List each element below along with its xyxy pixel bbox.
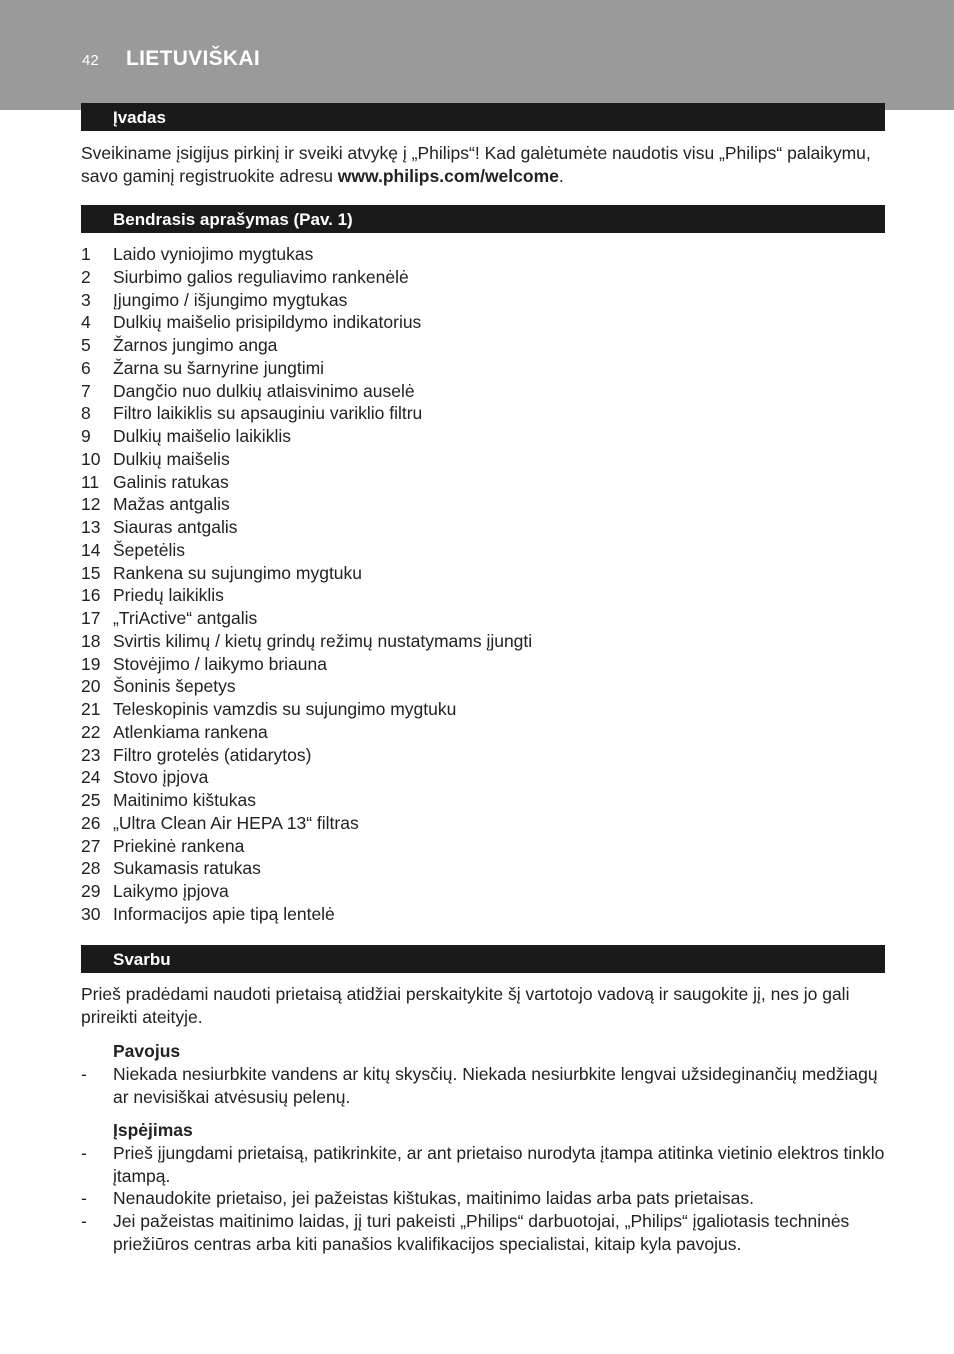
list-item-number: 21 bbox=[81, 699, 101, 719]
list-item bbox=[81, 493, 532, 516]
list-item-label: Svirtis kilimų / kietų grindų režimų nustatymams įjungti bbox=[113, 630, 533, 651]
list-item bbox=[81, 471, 532, 494]
welcome-link[interactable]: www.philips.com/welcome bbox=[337, 165, 559, 186]
list-item bbox=[81, 880, 532, 903]
page-number: 42 bbox=[82, 52, 99, 69]
list-item-number: 9 bbox=[81, 426, 91, 446]
list-item-label: Stovo įpjova bbox=[113, 767, 209, 788]
list-item-number: 26 bbox=[81, 812, 101, 833]
list-item bbox=[81, 562, 532, 585]
list-item-number: 20 bbox=[81, 676, 101, 697]
danger-item-text: Niekada nesiurbkite vandens ar kitų skysčių. Niekada nesiurbkite lengvai užsideginančių medžiagų ar nevisiškai atvėsusių pelenų. bbox=[113, 1064, 878, 1107]
parts-list bbox=[81, 243, 532, 926]
list-item bbox=[81, 402, 532, 425]
section-heading-important: Svarbu bbox=[81, 945, 885, 973]
list-item-number: 28 bbox=[81, 858, 101, 879]
list-item bbox=[81, 812, 532, 835]
intro-text: Sveikiname įsigijus pirkinį ir sveiki atvykę į „Philips“! Kad galėtumėte naudotis visu „Philips“ palaikymu, savo gaminį registruokite adresu bbox=[81, 143, 871, 186]
list-item-label: Maitinimo kištukas bbox=[113, 790, 256, 810]
list-item-number: 13 bbox=[81, 517, 101, 537]
list-item-label: Siauras antgalis bbox=[113, 517, 238, 537]
danger-item bbox=[81, 1063, 887, 1108]
list-item-label: Filtro grotelės (atidarytos) bbox=[113, 744, 312, 765]
list-item-label: Žarna su šarnyrine jungtimi bbox=[113, 357, 325, 378]
list-item bbox=[81, 334, 532, 357]
list-item-label: Rankena su sujungimo mygtuku bbox=[113, 562, 363, 583]
list-item-number: 8 bbox=[81, 403, 91, 424]
list-item bbox=[81, 903, 532, 926]
list-item-label: Šoninis šepetys bbox=[113, 676, 236, 697]
list-item-number: 12 bbox=[81, 494, 101, 515]
list-item-number: 24 bbox=[81, 767, 101, 788]
warning-item-text: Nenaudokite prietaiso, jei pažeistas kištukas, maitinimo laidas arba pats prietaisas. bbox=[113, 1188, 755, 1208]
list-item bbox=[81, 539, 532, 562]
list-item-number: 5 bbox=[81, 335, 91, 355]
list-item-label: Siurbimo galios reguliavimo rankenėlė bbox=[113, 266, 409, 287]
list-item-label: Stovėjimo / laikymo briauna bbox=[113, 653, 327, 674]
bullet-dash: - bbox=[81, 1143, 87, 1163]
list-item-number: 30 bbox=[81, 903, 101, 924]
list-item-label: Dulkių maišelio laikiklis bbox=[113, 426, 291, 446]
list-item bbox=[81, 835, 532, 858]
list-item bbox=[81, 675, 532, 698]
warning-heading: Įspėjimas bbox=[113, 1120, 193, 1140]
list-item bbox=[81, 266, 532, 289]
list-item bbox=[81, 653, 532, 676]
warning-item-text: Jei pažeistas maitinimo laidas, jį turi pakeisti „Philips“ darbuotojai, „Philips“ įgaliotasis techninės priežiūros centras arba kiti panašios kvalifikacijos specialistai, kitaip kyla pavojus. bbox=[113, 1211, 850, 1254]
list-item bbox=[81, 766, 532, 789]
list-item bbox=[81, 448, 532, 471]
list-item-number: 11 bbox=[81, 471, 100, 492]
warning-item bbox=[81, 1210, 887, 1255]
list-item bbox=[81, 357, 532, 380]
list-item bbox=[81, 744, 532, 767]
list-item-number: 1 bbox=[81, 244, 91, 264]
list-item-number: 27 bbox=[81, 835, 101, 856]
list-item bbox=[81, 857, 532, 880]
list-item-number: 23 bbox=[81, 744, 101, 765]
list-item-label: Priekinė rankena bbox=[113, 835, 245, 856]
list-item-label: Galinis ratukas bbox=[113, 471, 229, 492]
list-item-label: Priedų laikiklis bbox=[113, 585, 224, 606]
list-item-label: Sukamasis ratukas bbox=[113, 858, 261, 879]
list-item bbox=[81, 607, 532, 630]
section-heading-overview: Bendrasis aprašymas (Pav. 1) bbox=[81, 205, 885, 233]
list-item bbox=[81, 630, 532, 653]
list-item-label: Mažas antgalis bbox=[113, 494, 230, 515]
list-item-label: „Ultra Clean Air HEPA 13“ filtras bbox=[113, 812, 359, 833]
list-item-number: 29 bbox=[81, 881, 101, 901]
warning-item bbox=[81, 1142, 887, 1187]
bullet-dash: - bbox=[81, 1188, 87, 1208]
list-item-label: Dulkių maišelis bbox=[113, 448, 230, 469]
bullet-dash: - bbox=[81, 1211, 87, 1231]
list-item-label: Šepetėlis bbox=[113, 539, 185, 560]
list-item-number: 7 bbox=[81, 380, 91, 401]
list-item-number: 4 bbox=[81, 312, 91, 333]
list-item bbox=[81, 698, 532, 721]
list-item bbox=[81, 243, 532, 266]
list-item-label: Dangčio nuo dulkių atlaisvinimo auselė bbox=[113, 380, 415, 401]
list-item-label: Atlenkiama rankena bbox=[113, 721, 268, 742]
list-item bbox=[81, 425, 532, 448]
list-item-label: Dulkių maišelio prisipildymo indikatorius bbox=[113, 312, 422, 333]
page-header-bar bbox=[0, 0, 954, 110]
list-item bbox=[81, 721, 532, 744]
list-item-label: „TriActive“ antgalis bbox=[113, 608, 258, 628]
list-item-label: Įjungimo / išjungimo mygtukas bbox=[113, 289, 348, 310]
list-item-label: Informacijos apie tipą lentelė bbox=[113, 903, 335, 924]
bullet-dash: - bbox=[81, 1064, 87, 1084]
list-item bbox=[81, 289, 532, 312]
language-title: LIETUVIŠKAI bbox=[126, 47, 260, 70]
list-item-label: Laikymo įpjova bbox=[113, 881, 229, 901]
list-item-label: Žarnos jungimo anga bbox=[113, 335, 278, 355]
list-item-label: Teleskopinis vamzdis su sujungimo mygtuku bbox=[113, 699, 457, 719]
warning-item-text: Prieš įjungdami prietaisą, patikrinkite, ar ant prietaiso nurodyta įtampa atitinka vietinio elektros tinklo įtampą. bbox=[113, 1143, 885, 1186]
list-item-number: 10 bbox=[81, 448, 101, 469]
list-item bbox=[81, 380, 532, 403]
list-item-number: 2 bbox=[81, 266, 91, 287]
list-item-label: Filtro laikiklis su apsauginiu variklio filtru bbox=[113, 403, 423, 424]
list-item-number: 3 bbox=[81, 289, 91, 310]
list-item bbox=[81, 516, 532, 539]
list-item-number: 19 bbox=[81, 653, 101, 674]
section-heading-intro: Įvadas bbox=[81, 103, 885, 131]
list-item bbox=[81, 789, 532, 812]
intro-text-end: . bbox=[558, 165, 564, 186]
intro-paragraph bbox=[81, 142, 887, 187]
list-item-number: 17 bbox=[81, 608, 101, 628]
danger-heading: Pavojus bbox=[113, 1041, 181, 1061]
list-item bbox=[81, 311, 532, 334]
list-item-label: Laido vyniojimo mygtukas bbox=[113, 244, 314, 264]
important-paragraph: Prieš pradėdami naudoti prietaisą atidžiai perskaitykite šį vartotojo vadovą ir saugokite jį, nes jo gali prireikti ateityje. bbox=[81, 984, 850, 1027]
list-item-number: 15 bbox=[81, 562, 101, 583]
list-item-number: 14 bbox=[81, 539, 101, 560]
list-item-number: 25 bbox=[81, 790, 101, 810]
warning-item bbox=[81, 1187, 887, 1210]
list-item-number: 22 bbox=[81, 721, 101, 742]
list-item-number: 18 bbox=[81, 630, 101, 651]
list-item-number: 6 bbox=[81, 357, 91, 378]
list-item bbox=[81, 584, 532, 607]
list-item-number: 16 bbox=[81, 585, 101, 606]
